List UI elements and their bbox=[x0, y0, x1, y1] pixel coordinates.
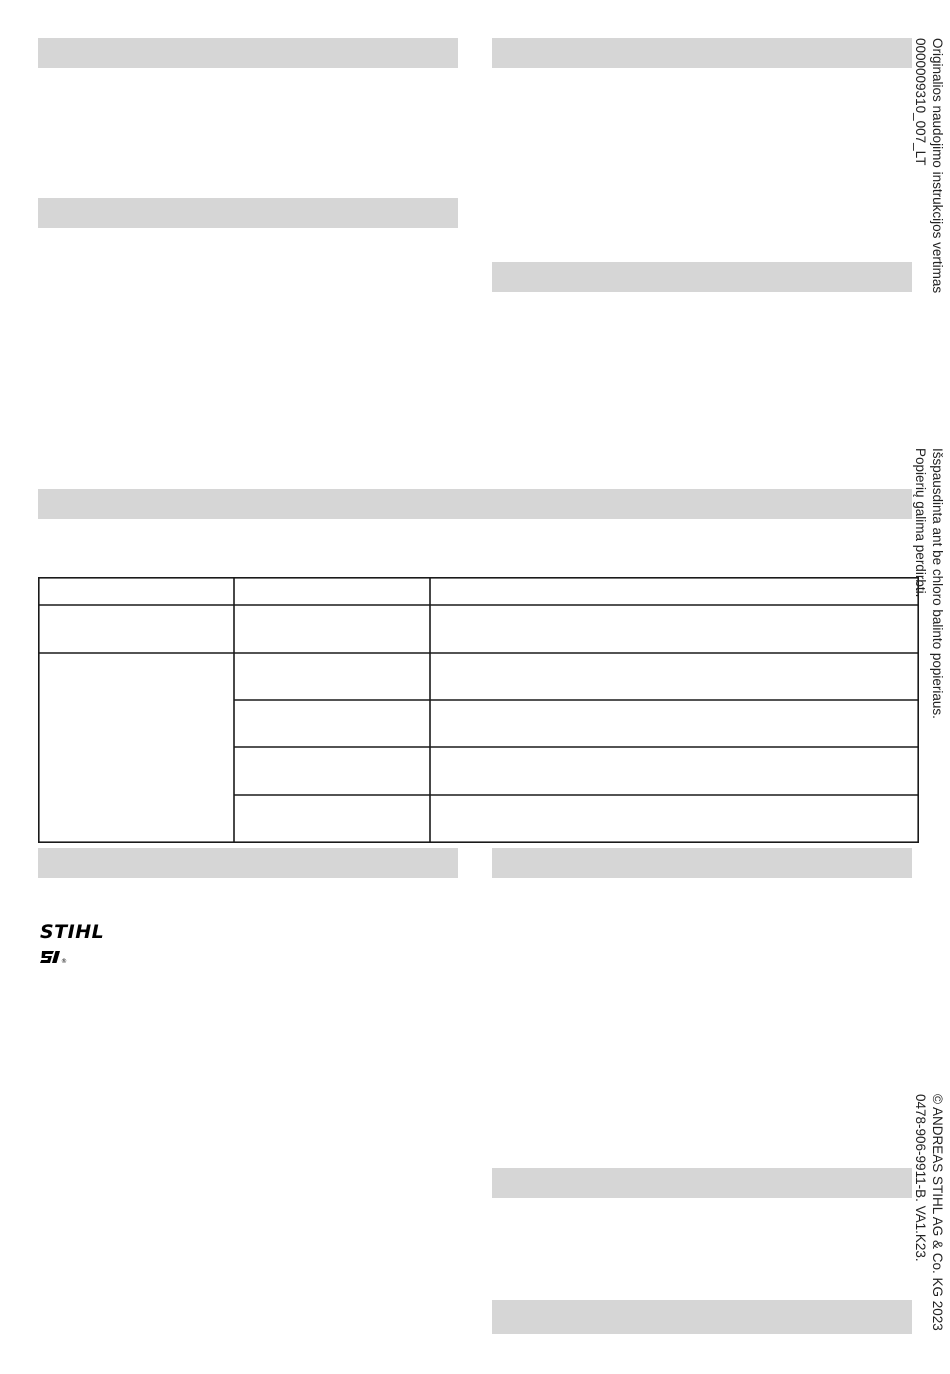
section-header-bar-6 bbox=[492, 848, 912, 878]
table-border bbox=[39, 578, 918, 842]
section-header-bar-4 bbox=[492, 262, 912, 292]
stihl-logo bbox=[40, 921, 105, 965]
section-header-bar-1 bbox=[38, 38, 458, 68]
svg-text:®: ® bbox=[61, 958, 67, 965]
sidebar-translation-note bbox=[912, 38, 946, 293]
sidebar-paper-line-2: Popierių galima perdirbti. bbox=[913, 448, 928, 598]
section-header-bar-7 bbox=[492, 1168, 912, 1198]
section-header-bar-3 bbox=[492, 38, 912, 68]
data-table bbox=[38, 577, 919, 843]
sidebar-copyright-note bbox=[912, 1094, 946, 1331]
section-header-bar-wide bbox=[38, 489, 912, 519]
sidebar-translation-line: Originalios naudojimo instrukcijos vertimas bbox=[930, 38, 945, 294]
section-header-bar-5 bbox=[38, 848, 458, 878]
si-mark-icon bbox=[40, 949, 70, 965]
sidebar-copyright: © ANDREAS STIHL AG & Co. KG 2023 bbox=[930, 1094, 945, 1331]
sidebar-paper-line-1: Išspausdinta ant be chloro balinto popieriaus. bbox=[930, 448, 945, 719]
sidebar-paper-note bbox=[912, 448, 946, 719]
section-header-bar-8 bbox=[492, 1300, 912, 1334]
section-header-bar-2 bbox=[38, 198, 458, 228]
sidebar-part-number: 0478-906-9911-B. VA1.K23. bbox=[913, 1094, 928, 1262]
logo-wordmark: STIHL bbox=[40, 921, 105, 943]
table-grid bbox=[38, 577, 919, 843]
sidebar-document-number: 0000009310_007_LT bbox=[913, 38, 928, 166]
